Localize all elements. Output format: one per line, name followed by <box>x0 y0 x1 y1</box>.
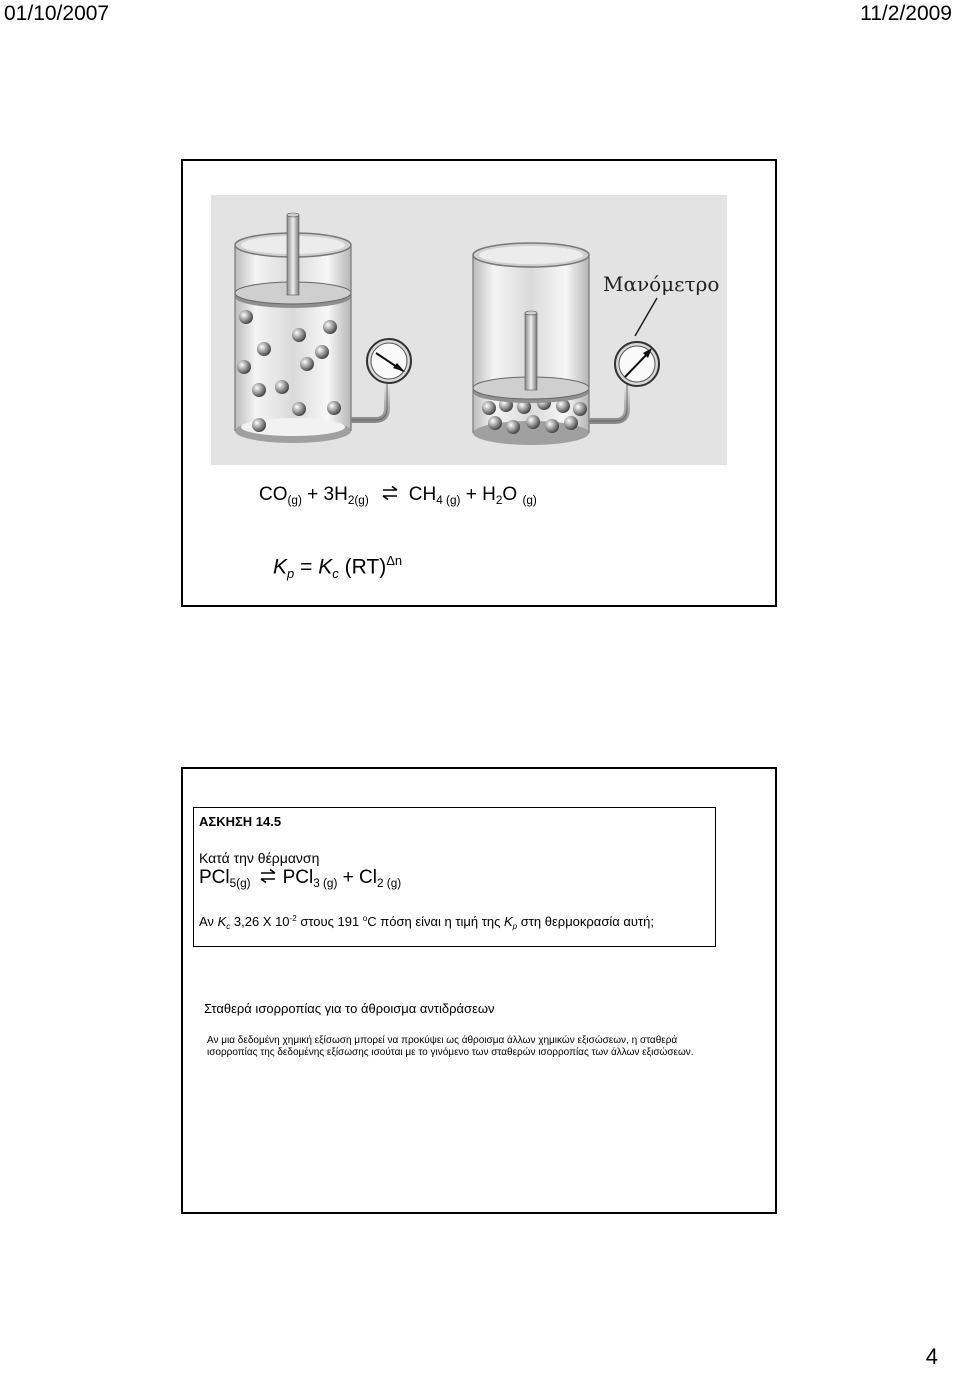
equilibrium-arrows-icon <box>381 486 399 500</box>
exercise-box <box>193 807 716 947</box>
slide-1 <box>181 159 777 607</box>
manometer-pointer-line <box>635 298 657 336</box>
header-date-left: 01/10/2007 <box>4 2 110 25</box>
slide-2 <box>181 767 777 1214</box>
equation-methanation: $CO_{(g)} + 3H_{2(g)}$ $CH_{4 (g)} + H_2O$ $_{(g)}$ <box>259 484 537 508</box>
exercise-reaction: PCl$_{5(g)}$ $PCl_{3 (g)} + Cl_{2 (g)}$ <box>199 867 402 891</box>
sum-reactions-body: Αν μια δεδομένη χημική εξίσωση μπορεί να προκύψει ως άθροισμα άλλων χημικών εξισώσεων, η σταθερά ισορροπίας της δεδομένης εξίσωσης ισούται με το γινόμενο των σταθερών ισορροπίας των άλλων εξισώσεων. <box>207 1035 694 1058</box>
equation-kp-kc: $K_p = K_c$ (RT)$^{\Delta n}$ <box>273 553 403 581</box>
right-pressure-gauge <box>615 342 659 386</box>
left-pressure-gauge <box>367 339 411 383</box>
sum-reactions-title: Σταθερά ισορροπίας για το άθροισμα αντιδράσεων <box>204 1001 495 1016</box>
manometer-label: Μανόμετρο <box>603 272 720 296</box>
left-cylinder <box>235 213 387 443</box>
exercise-title: ΑΣΚΗΣΗ 14.5 <box>199 814 282 829</box>
piston-cylinders-figure <box>211 195 727 465</box>
exercise-intro: Κατά την θέρμανση <box>199 850 320 866</box>
header-date-right: 11/2/2009 <box>860 2 952 25</box>
equilibrium-arrows-icon <box>259 869 277 883</box>
exercise-question: Αν $K_c$ 3,26 X $10^{-2}$ στους 191 $^o$C πόση είναι η τιμή της $K_p$ στη θερμοκρασία αυτή; <box>199 914 654 932</box>
page-number: 4 <box>925 1344 938 1369</box>
